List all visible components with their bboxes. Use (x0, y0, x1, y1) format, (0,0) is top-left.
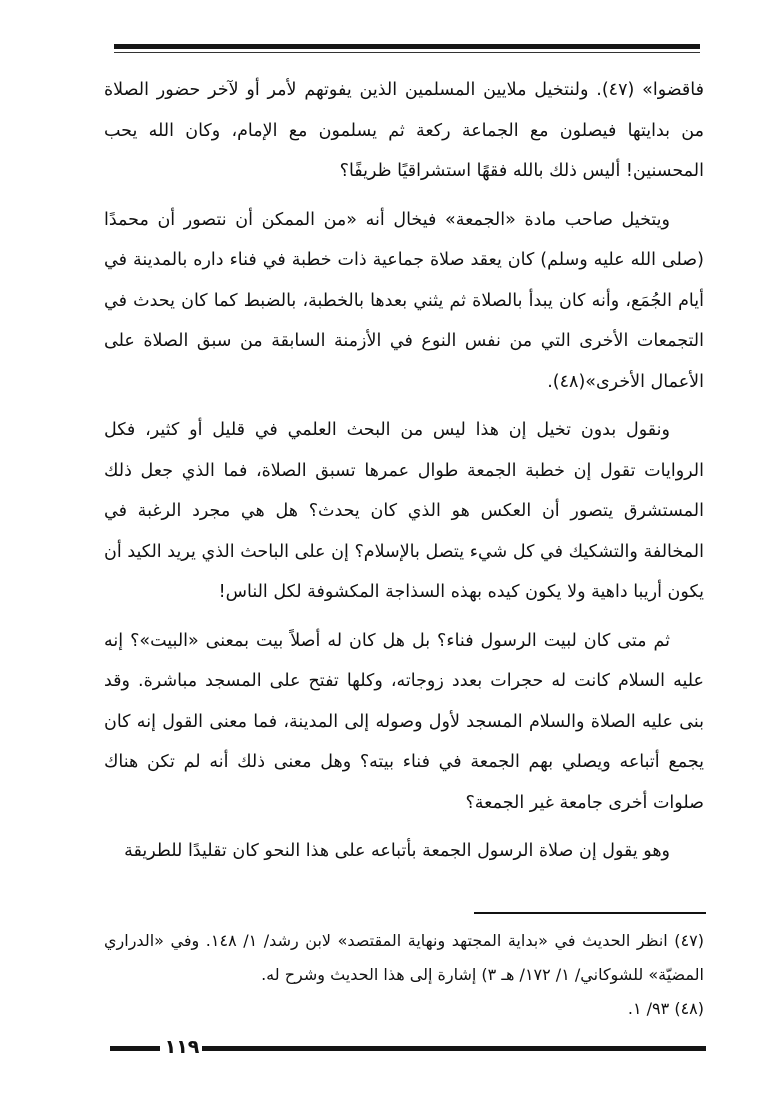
header-rule-thin (114, 52, 700, 53)
footnote: (٤٨) ٩٣/ ١. (627, 999, 704, 1018)
footer-rule-long (202, 1046, 706, 1051)
footnote: (٤٧) انظر الحديث في «بداية المجتهد ونهاية المقتصد» لابن رشد/ ١/ ١٤٨. وفي «الدراري المضيّة» للشوكاني/ ١/ ١٧٢/ هـ ٣) إشارة إلى هذا الحديث وشرح له. (104, 931, 704, 984)
paragraph: فاقضوا» (٤٧). ولنتخيل ملايين المسلمين الذين يفوتهم لأمر أو لآخر حضور الصلاة من بدايتها فيصلون مع الجماعة ركعة ثم يسلمون مع الإمام، وكان الله يحب المحسنين! أليس ذلك بالله فقهًا استشراقيًا ظريفًا؟ (104, 80, 704, 181)
paragraph: ويتخيل صاحب مادة «الجمعة» فيخال أنه «من الممكن أن نتصور أن محمدًا (صلى الله عليه وسلم) كان يعقد صلاة جماعية ذات خطبة في فناء داره بالمدينة في أيام الجُمَع، وأنه كان يبدأ بالصلاة ثم يثني بعدها بالخطبة، بالضبط كما كان يحدث في التجمعات الأخرى التي من نفس النوع في الأزمنة السابقة من سبق الصلاة على الأعمال الأخرى»(٤٨). (104, 209, 704, 392)
footnotes (104, 924, 704, 1026)
page-number: ١١٩ (164, 1036, 200, 1058)
paragraph: ونقول بدون تخيل إن هذا ليس من البحث العلمي في قليل أو كثير، فكل الروايات تقول إن خطبة الجمعة طوال عمرها تسبق الصلاة، فما الذي جعل ذلك المستشرق يتصور أن العكس هو الذي كان يحدث؟ هل هي مجرد الرغبة في المخالفة والتشكيك في كل شيء يتصل بالإسلام؟ إن على الباحث الذي يريد الكيد أن يكون أريبا داهية ولا يكون كيده بهذه السذاجة المكشوفة لكل الناس! (104, 420, 704, 602)
body-text (104, 70, 704, 880)
footnote-separator (474, 912, 706, 914)
footer-rule-short (110, 1046, 160, 1051)
header-rule (114, 44, 700, 49)
paragraph: وهو يقول إن صلاة الرسول الجمعة بأتباعه على هذا النحو كان تقليدًا للطريقة (124, 841, 670, 861)
footer-bar (106, 1036, 706, 1060)
paragraph: ثم متى كان لبيت الرسول فناء؟ بل هل كان له أصلاً بيت بمعنى «البيت»؟ إنه عليه السلام كانت له حجرات بعدد زوجاته، وكلها تفتح على المسجد مباشرة. وقد بنى عليه الصلاة والسلام المسجد لأول وصوله إلى المدينة، فما معنى القول إنه كان يجمع أتباعه ويصلي بهم الجمعة في فناء بيته؟ وهل معنى ذلك أنه لم تكن هناك صلوات أخرى جامعة غير الجمعة؟ (104, 630, 704, 813)
